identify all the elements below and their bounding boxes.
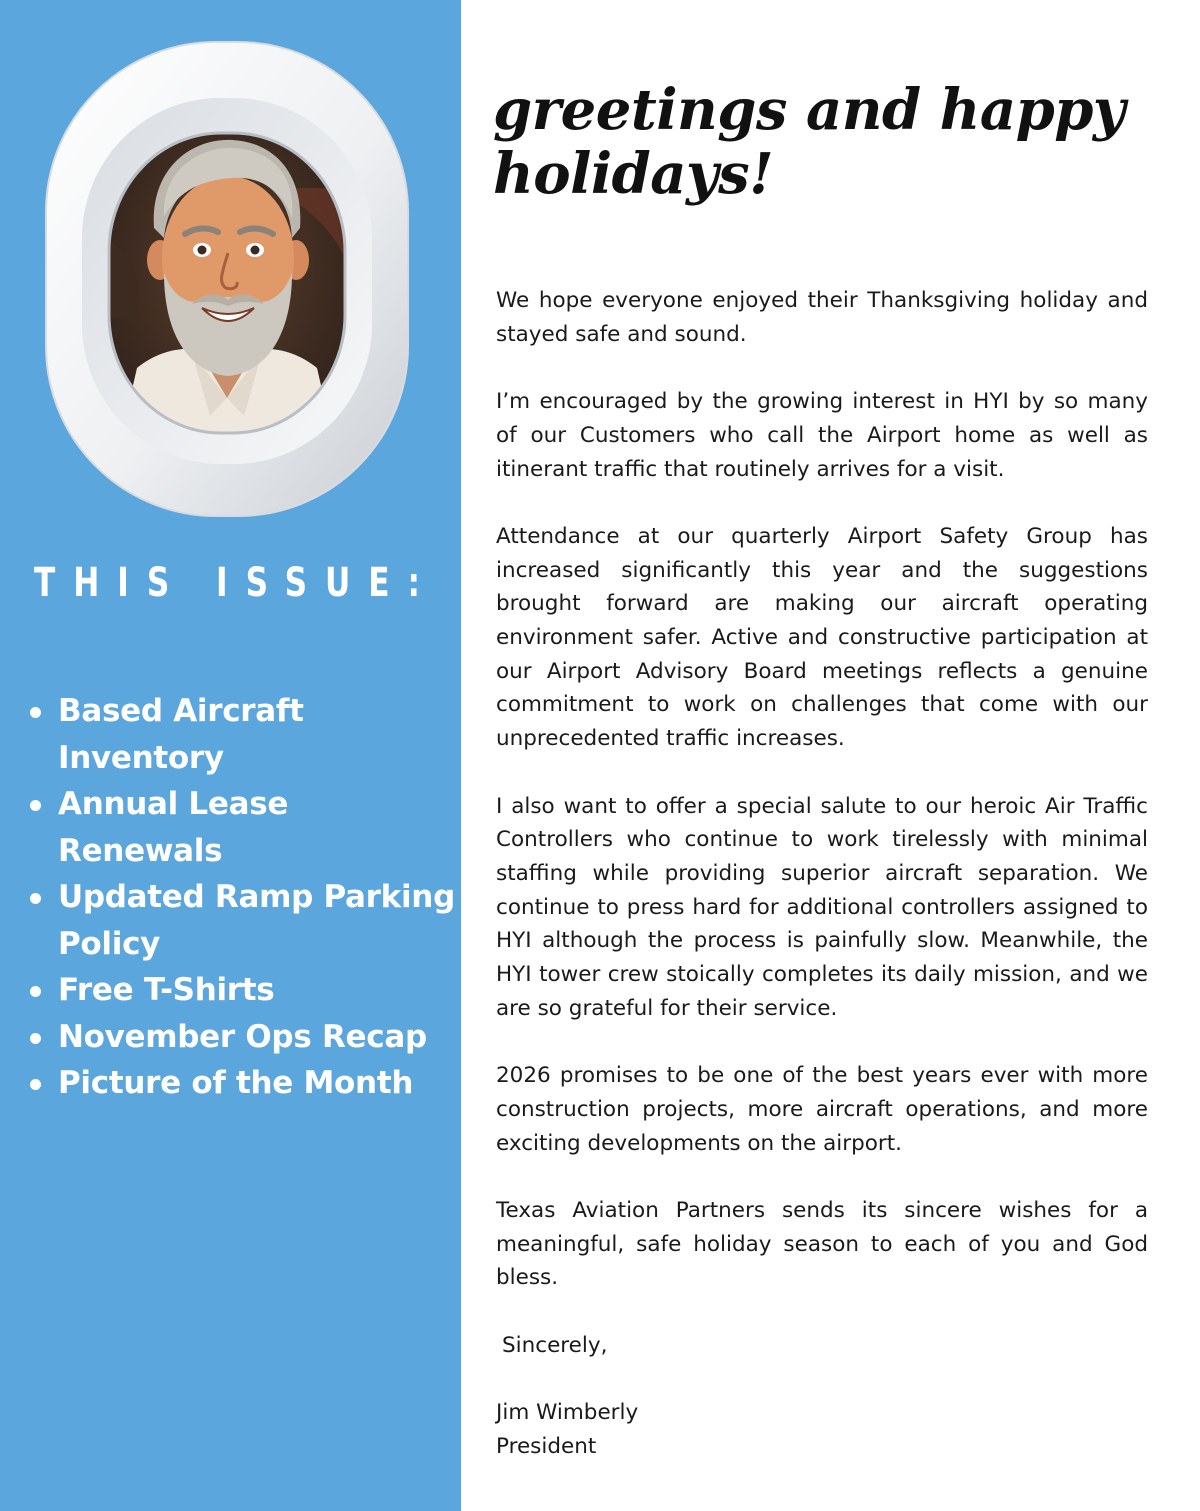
bullet-icon	[30, 1033, 41, 1044]
issue-item-label: Based Aircraft Inventory	[58, 693, 304, 776]
sidebar	[0, 0, 461, 1511]
letter-paragraph: Texas Aviation Partners sends its sincere wishes for a meaningful, safe holiday season to each of you and God bless.	[496, 1197, 1148, 1291]
issue-list-item	[30, 1014, 460, 1061]
letter-paragraph: 2026 promises to be one of the best years ever with more construction projects, more aircraft operations, and more exciting developments on the airport.	[496, 1063, 1148, 1156]
portrait-illustration	[42, 38, 412, 520]
issue-item-label: November Ops Recap	[58, 1018, 427, 1055]
issue-list-item	[30, 1060, 460, 1107]
issue-list-item	[30, 781, 460, 874]
letter-paragraph: I also want to offer a special salute to our heroic Air Traffic Controllers who continue to work tirelessly with minimal staffing while providing superior aircraft separation. We continue to press hard for additional controllers assigned to HYI although the process is painfully slow. Meanwhile, the HYI tower crew stoically completes its daily mission, and we are so grateful for their service.	[496, 793, 1148, 1021]
page-title: greetings and happy holidays!	[493, 77, 1125, 207]
bullet-icon	[30, 800, 41, 811]
bullet-icon	[30, 1079, 41, 1090]
bullet-icon	[30, 707, 41, 718]
letter-body	[496, 284, 1148, 1464]
letter-closing: Sincerely,	[502, 1332, 608, 1358]
issue-list-item	[30, 967, 460, 1014]
issue-item-label: Picture of the Month	[58, 1065, 414, 1101]
signature-name: Jim Wimberly	[496, 1400, 639, 1426]
letter-paragraph: I’m encouraged by the growing interest in HYI by so many of our Customers who call the Airport home as well as itinerant traffic that routinely arrives for a visit.	[496, 389, 1148, 482]
signature-title: President	[496, 1433, 597, 1459]
bullet-icon	[30, 986, 41, 997]
bullet-icon	[30, 893, 41, 904]
issue-list	[30, 688, 460, 1107]
issue-item-label: Updated Ramp Parking Policy	[58, 879, 455, 962]
issue-list-item	[30, 874, 460, 967]
letter-paragraph: Attendance at our quarterly Airport Safety Group has increased significantly this year and the suggestions brought forward are making our aircraft operating environment safer. Active and constructive participation at our Airport Advisory Board meetings reflects a genuine commitment to work on challenges that come with our unprecedented traffic increases.	[496, 523, 1148, 752]
issue-item-label: Annual Lease Renewals	[58, 786, 289, 869]
this-issue-heading: THIS ISSUE:	[34, 560, 438, 606]
airplane-window-portrait	[42, 38, 412, 520]
issue-list-item	[30, 688, 460, 781]
issue-item-label: Free T-Shirts	[58, 972, 275, 1008]
letter-paragraph: We hope everyone enjoyed their Thanksgiving holiday and stayed safe and sound.	[496, 288, 1148, 347]
